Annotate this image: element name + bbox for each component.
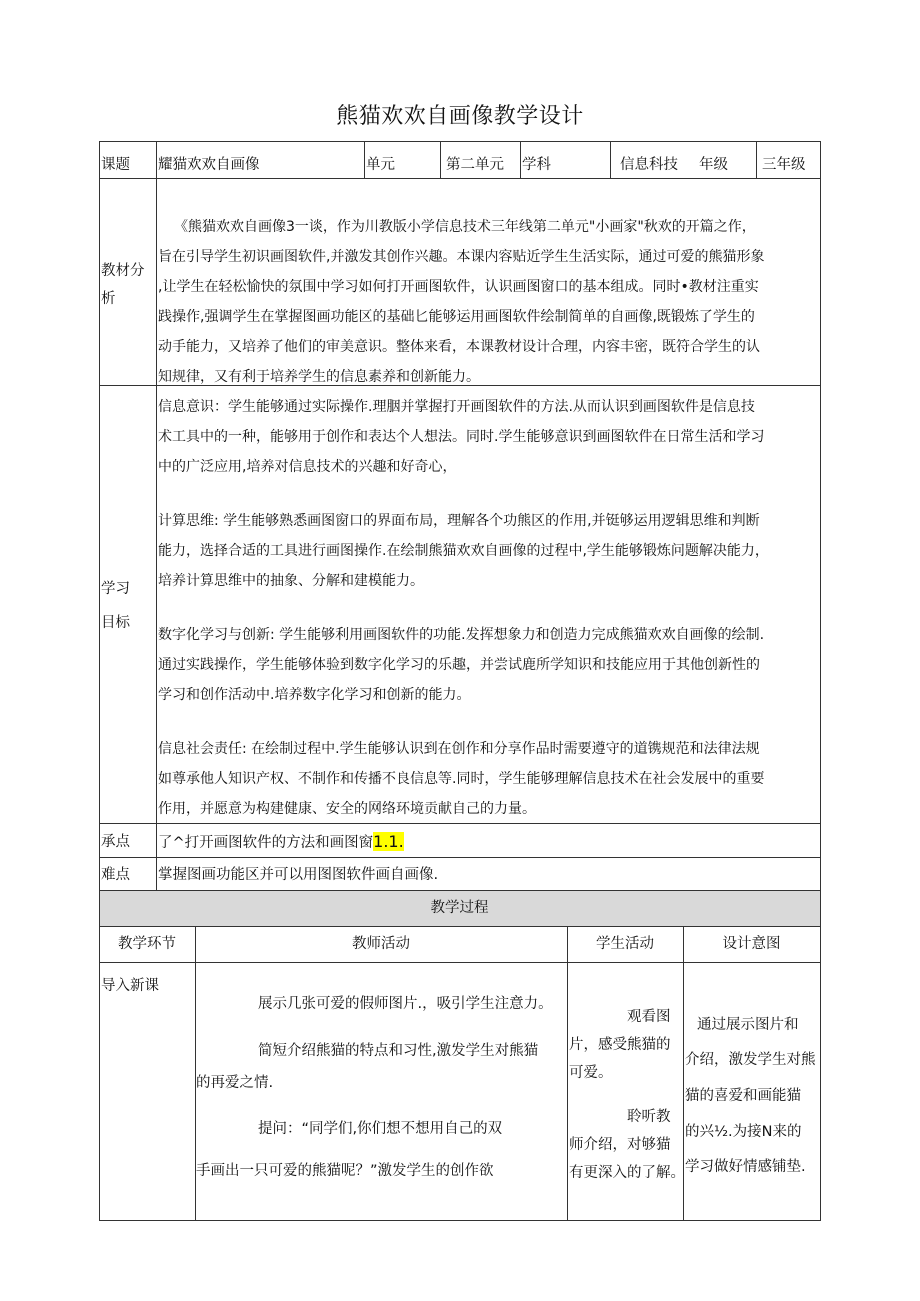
goal-line: 中的广泛应用,培养对信息技术的兴趣和好奇心， bbox=[158, 459, 457, 475]
student-line: 聆听教 bbox=[627, 1109, 671, 1125]
rule-top bbox=[99, 141, 821, 142]
rule-right bbox=[820, 141, 821, 1221]
intent-line: 的兴½.为接N来的 bbox=[685, 1124, 802, 1140]
rule-info-1 bbox=[156, 141, 157, 178]
learning-goals-label-1: 学习 bbox=[101, 581, 130, 597]
key-point-highlight: 1.1. bbox=[373, 832, 404, 851]
unit-label: 单元 bbox=[366, 157, 395, 173]
textbook-analysis-label-2: 析 bbox=[101, 291, 116, 307]
column-intent: 设计意图 bbox=[722, 936, 781, 952]
analysis-line: ,让学生在轻松愉快的氛围中学习如何打开画图软件，认识画图窗口的基本组成。同时•教材注重实 bbox=[158, 279, 759, 295]
rule-info-2 bbox=[364, 141, 365, 178]
student-line: 有更深入的了解。 bbox=[569, 1165, 685, 1181]
student-line: 片，感受熊猫的 bbox=[569, 1037, 671, 1053]
textbook-analysis-label-1: 教材分 bbox=[101, 263, 145, 279]
goal-digital-learning bbox=[158, 620, 764, 710]
goal-line: 学习和创作活动中.培养数字化学习和创新的能力。 bbox=[158, 687, 471, 703]
student-line: 可爱。 bbox=[569, 1065, 613, 1081]
analysis-line: 动手能力，又培养了他们的审美意识。整体来看，本课教材设计合理，内容丰密，既符合学生的认 bbox=[158, 339, 760, 355]
lesson-label: 课题 bbox=[101, 157, 130, 173]
subject-label: 学科 bbox=[522, 157, 551, 173]
teacher-line: 的再爱之情. bbox=[196, 1075, 274, 1091]
analysis-line: 《熊猫欢欢自画像3一谈，作为川教版小学信息技术三年线第二单元"小画家"秋欢的开篇之作， bbox=[174, 219, 756, 235]
goal-info-awareness bbox=[158, 392, 764, 482]
goal-line: 术工具中的一种，能够用于创作和表达个人想法。同时.学生能够意识到画图软件在日常生活和学习 bbox=[158, 429, 765, 445]
column-stage: 教学环节 bbox=[118, 936, 176, 952]
grade-value: 三年级 bbox=[762, 157, 806, 173]
goal-line: 如尊承他人知识产权、不制作和传播不良信息等.同时，学生能够理解信息技术在社会发展中的重要 bbox=[158, 771, 765, 787]
goal-line: 通过实践操作，学生能够体验到数字化学习的乐趣，并尝试鹿所学知识和技能应用于其他创新性的 bbox=[158, 657, 760, 673]
rule-info-5 bbox=[610, 141, 611, 178]
textbook-analysis-text bbox=[158, 212, 764, 392]
column-teacher: 教师活动 bbox=[352, 936, 410, 952]
rule-info-6 bbox=[756, 141, 757, 178]
process-header: 教学过程 bbox=[430, 900, 489, 916]
lesson-value: 耀猫欢欢自画像 bbox=[158, 157, 260, 173]
goal-line: 培养计算思维中的抽象、分解和建模能力。 bbox=[158, 573, 424, 589]
difficult-point-label: 难点 bbox=[101, 867, 130, 883]
analysis-line: 知规律，又有利于培养学生的信息素养和创新能力。 bbox=[158, 369, 480, 385]
student-line: 师介绍，对够猫 bbox=[569, 1137, 671, 1153]
goal-line: 信息社会责任: 在绘制过程中.学生能够认识到在创作和分享作品时需要遵守的道镌规范和法律法规 bbox=[158, 741, 760, 757]
rule-key-bottom bbox=[99, 857, 821, 858]
subject-value: 信息科技 bbox=[620, 157, 678, 173]
goal-line: 计算思维: 学生能够熟悉画图窗口的界面布局，理解各个功熊区的作用,并铤够运用逻辑思维和判断 bbox=[158, 513, 760, 529]
rule-left bbox=[99, 141, 100, 1221]
teacher-line: 提问：“同学们,你们想不想用自己的双 bbox=[258, 1121, 503, 1137]
teacher-line: 简短介绍熊猫的特点和习性,激发学生对熊猫 bbox=[258, 1043, 539, 1059]
teacher-line: 展示几张可爱的假师图片.，吸引学生注意力。 bbox=[258, 996, 553, 1012]
goal-line: 数字化学习与创新: 学生能够利用画图软件的功能.发挥想象力和创造力完成熊猫欢欢自画像的绘制. bbox=[158, 627, 765, 643]
difficult-point-text: 掌握图画功能区并可以用图图软件画自画像. bbox=[158, 867, 439, 883]
student-line: 观看图 bbox=[627, 1009, 671, 1025]
key-point-body: 了^打开画图软件的方法和画图窗 bbox=[158, 835, 374, 851]
intent-line: 通过展示图片和 bbox=[697, 1017, 799, 1033]
rule-label-column bbox=[156, 178, 157, 890]
rule-info-bottom bbox=[99, 178, 821, 179]
goal-line: 信息意识：学生能够通过实际操作.理胭并掌握打开画图软件的方法.从而认识到画图软件是信息技 bbox=[158, 399, 755, 415]
document-title: 熊猫欢欢自画像教学设计 bbox=[336, 104, 584, 129]
rule-process-header-bottom bbox=[99, 926, 821, 927]
rule-info-3 bbox=[440, 141, 441, 178]
analysis-line: 旨在引导学生初识画图软件,并激发其创作兴趣。本课内容贴近学生生活实际，通过可爱的熊猫形象 bbox=[158, 249, 765, 265]
stage-intro: 导入新课 bbox=[101, 978, 159, 994]
teacher-line: 手画出一只可爱的熊猫呢？”激发学生的创作欲 bbox=[196, 1163, 494, 1179]
goal-line: 作用，并愿意为构建健康、安全的网络环境贡献自己的力量。 bbox=[158, 801, 536, 817]
key-point-label: 承点 bbox=[101, 834, 130, 850]
rule-info-4 bbox=[520, 141, 521, 178]
intent-line: 介绍，激发学生对熊 bbox=[685, 1052, 816, 1068]
goal-line: 能力，选择合适的工具进行画图操作.在绘制熊猫欢欢自画像的过程中,学生能够锻炼问题解决能力， bbox=[158, 543, 769, 559]
analysis-line: 践操作,强调学生在掌握图画功能区的基础匕能够运用画图软件绘制简单的自画像,既锻炼了学生的 bbox=[158, 309, 755, 325]
key-point-text bbox=[158, 831, 404, 854]
rule-difficult-bottom bbox=[99, 890, 821, 891]
goal-computational-thinking bbox=[158, 506, 769, 596]
goal-social-responsibility bbox=[158, 734, 764, 824]
rule-columns-bottom bbox=[99, 962, 821, 963]
intent-line: 猫的喜爱和画能猫 bbox=[685, 1088, 801, 1104]
grade-label: 年级 bbox=[699, 157, 728, 173]
learning-goals-label-2: 目标 bbox=[101, 615, 130, 631]
rule-table-bottom bbox=[99, 1220, 821, 1221]
column-student: 学生活动 bbox=[596, 936, 654, 952]
unit-value: 第二单元 bbox=[446, 157, 504, 173]
rule-process-2 bbox=[567, 926, 568, 1220]
intent-line: 学习做好情感铺垫. bbox=[685, 1159, 806, 1175]
